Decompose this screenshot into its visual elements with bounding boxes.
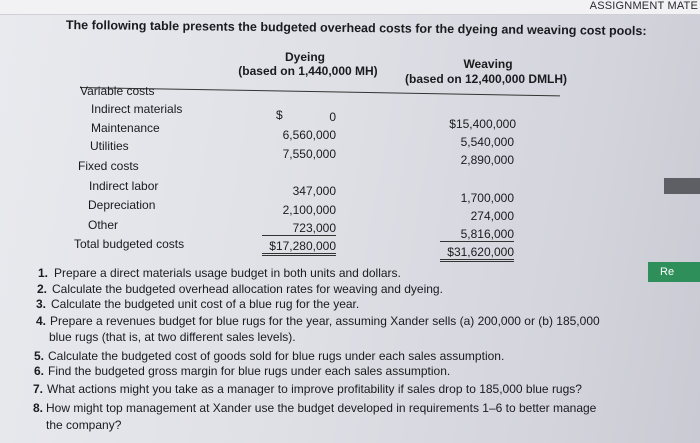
weaving-header: Weaving — [463, 57, 513, 71]
question-1: Prepare a direct materials usage budget in both units and dollars. — [54, 266, 401, 280]
row-label-maintenance: Maintenance — [91, 121, 160, 135]
question-number-4: 4. — [36, 314, 47, 328]
weaving-other: 5,816,000 — [440, 227, 514, 242]
question-4: Prepare a revenues budget for blue rugs for the year, assuming Xander sells (a) 200,000 or (b) 185,000 — [50, 314, 600, 328]
question-number-8: 8. — [33, 401, 44, 415]
question-number-3: 3. — [36, 297, 47, 311]
dyeing-basis: (based on 1,440,000 MH) — [238, 64, 378, 78]
question-number-2: 2. — [37, 282, 48, 296]
row-label-indirect-materials: Indirect materials — [91, 102, 183, 116]
row-label-indirect-labor: Indirect labor — [89, 179, 159, 193]
side-dark-tab — [664, 178, 700, 194]
dyeing-maintenance: 6,560,000 — [282, 128, 336, 142]
side-tab-button[interactable]: Re — [648, 262, 700, 282]
question-number-1: 1. — [38, 266, 49, 280]
question-8: How might top management at Xander use the budget developed in requirements 1–6 to better manage — [46, 401, 597, 415]
intro-sentence: The following table presents the budgeted overhead costs for the dyeing and weaving cost pools: — [65, 18, 647, 39]
dyeing-header: Dyeing — [284, 50, 325, 64]
weaving-total: $31,620,000 — [440, 245, 514, 262]
question-5: Calculate the budgeted cost of goods sold for blue rugs under each sales assumption. — [48, 349, 505, 363]
weaving-indirect-materials: $15,400,000 — [449, 117, 516, 131]
row-label-other: Other — [88, 218, 119, 232]
dyeing-utilities: 7,550,000 — [282, 147, 336, 161]
question-4-continued: blue rugs (that is, at two different sales levels). — [49, 330, 296, 344]
row-label-fixed-costs: Fixed costs — [78, 159, 139, 173]
question-8-continued: the company? — [46, 418, 122, 432]
question-number-6: 6. — [34, 364, 45, 378]
weaving-indirect-labor: 1,700,000 — [460, 191, 514, 205]
row-label-utilities: Utilities — [90, 139, 129, 153]
weaving-basis: (based on 12,400,000 DMLH) — [405, 72, 568, 86]
weaving-maintenance: 5,540,000 — [460, 135, 514, 149]
dyeing-indirect-materials: 0 — [329, 110, 336, 124]
dyeing-dollar-sign: $ — [276, 108, 283, 122]
assignment-label: ASSIGNMENT MATE — [589, 0, 698, 12]
weaving-utilities: 2,890,000 — [460, 153, 514, 167]
row-label-variable-costs: Variable costs — [80, 84, 155, 98]
question-3: Calculate the budgeted unit cost of a blue rug for the year. — [51, 297, 360, 311]
question-number-5: 5. — [34, 349, 45, 363]
dyeing-indirect-labor: 347,000 — [292, 184, 336, 198]
question-7: What actions might you take as a manager to improve profitability if sales drop to 185,000 blue rugs? — [47, 382, 582, 396]
question-number-7: 7. — [33, 382, 44, 396]
dyeing-total: $17,280,000 — [262, 239, 336, 256]
question-6: Find the budgeted gross margin for blue rugs under each sales assumption. — [48, 364, 451, 378]
question-2: Calculate the budgeted overhead allocation rates for weaving and dyeing. — [52, 282, 443, 296]
weaving-depreciation: 274,000 — [470, 209, 514, 223]
row-label-total: Total budgeted costs — [74, 237, 185, 251]
dyeing-other: 723,000 — [262, 221, 336, 236]
row-label-depreciation: Depreciation — [88, 198, 156, 212]
dyeing-depreciation: 2,100,000 — [282, 203, 336, 217]
